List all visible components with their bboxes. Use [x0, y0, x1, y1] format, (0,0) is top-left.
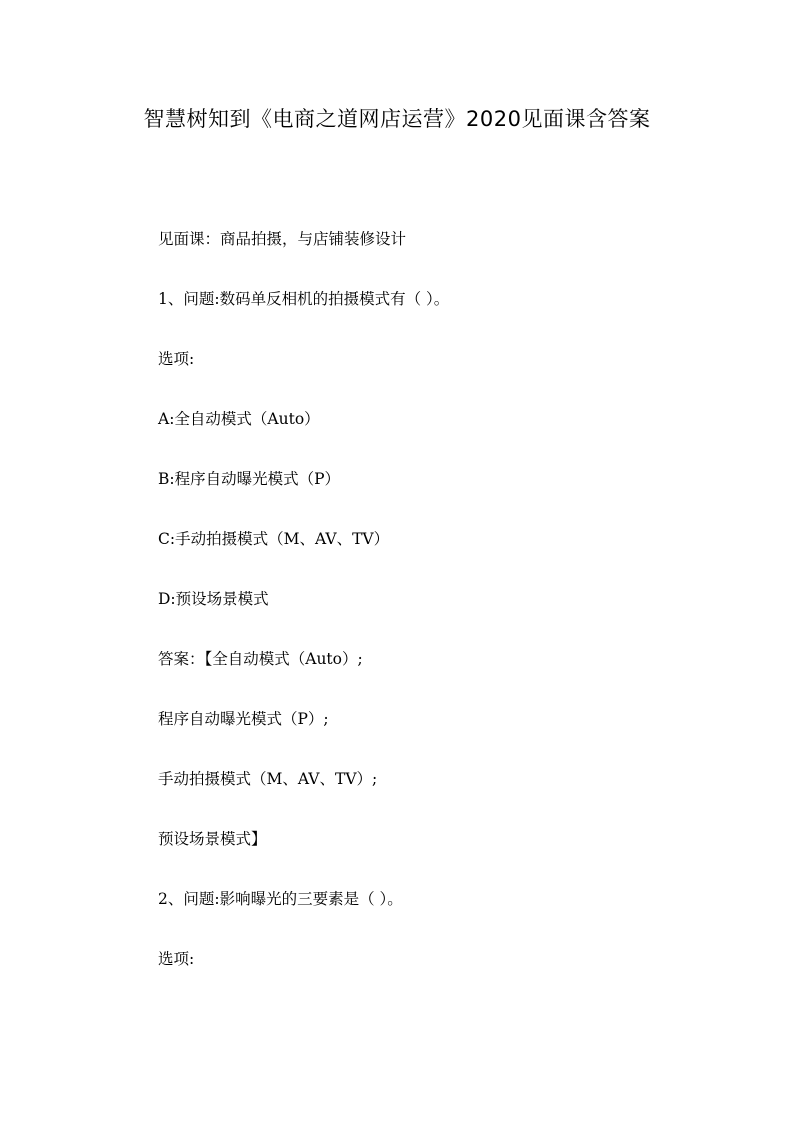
- options-label: 选项:: [158, 350, 195, 368]
- section-heading: 见面课：商品拍摄，与店铺装修设计: [158, 230, 407, 248]
- answer-line-2: 程序自动曝光模式（P）;: [158, 710, 329, 728]
- option-d: D:预设场景模式: [158, 590, 269, 608]
- question-1: 1、问题:数码单反相机的拍摄模式有（ ）。: [158, 290, 450, 308]
- question-2: 2、问题:影响曝光的三要素是（ ）。: [158, 890, 403, 908]
- document-title: 智慧树知到《电商之道网店运营》2020见面课含答案: [143, 107, 651, 131]
- options-label-2: 选项:: [158, 950, 195, 968]
- option-b: B:程序自动曝光模式（P）: [158, 470, 341, 488]
- option-c: C:手动拍摄模式（M、AV、TV）: [158, 530, 390, 548]
- answer-line-1: 答案：【全自动模式（Auto）;: [158, 650, 363, 668]
- answer-line-3: 手动拍摄模式（M、AV、TV）;: [158, 770, 378, 788]
- answer-line-4: 预设场景模式】: [158, 830, 267, 848]
- option-a: A:全自动模式（Auto）: [158, 410, 320, 428]
- document-body: [158, 226, 718, 1006]
